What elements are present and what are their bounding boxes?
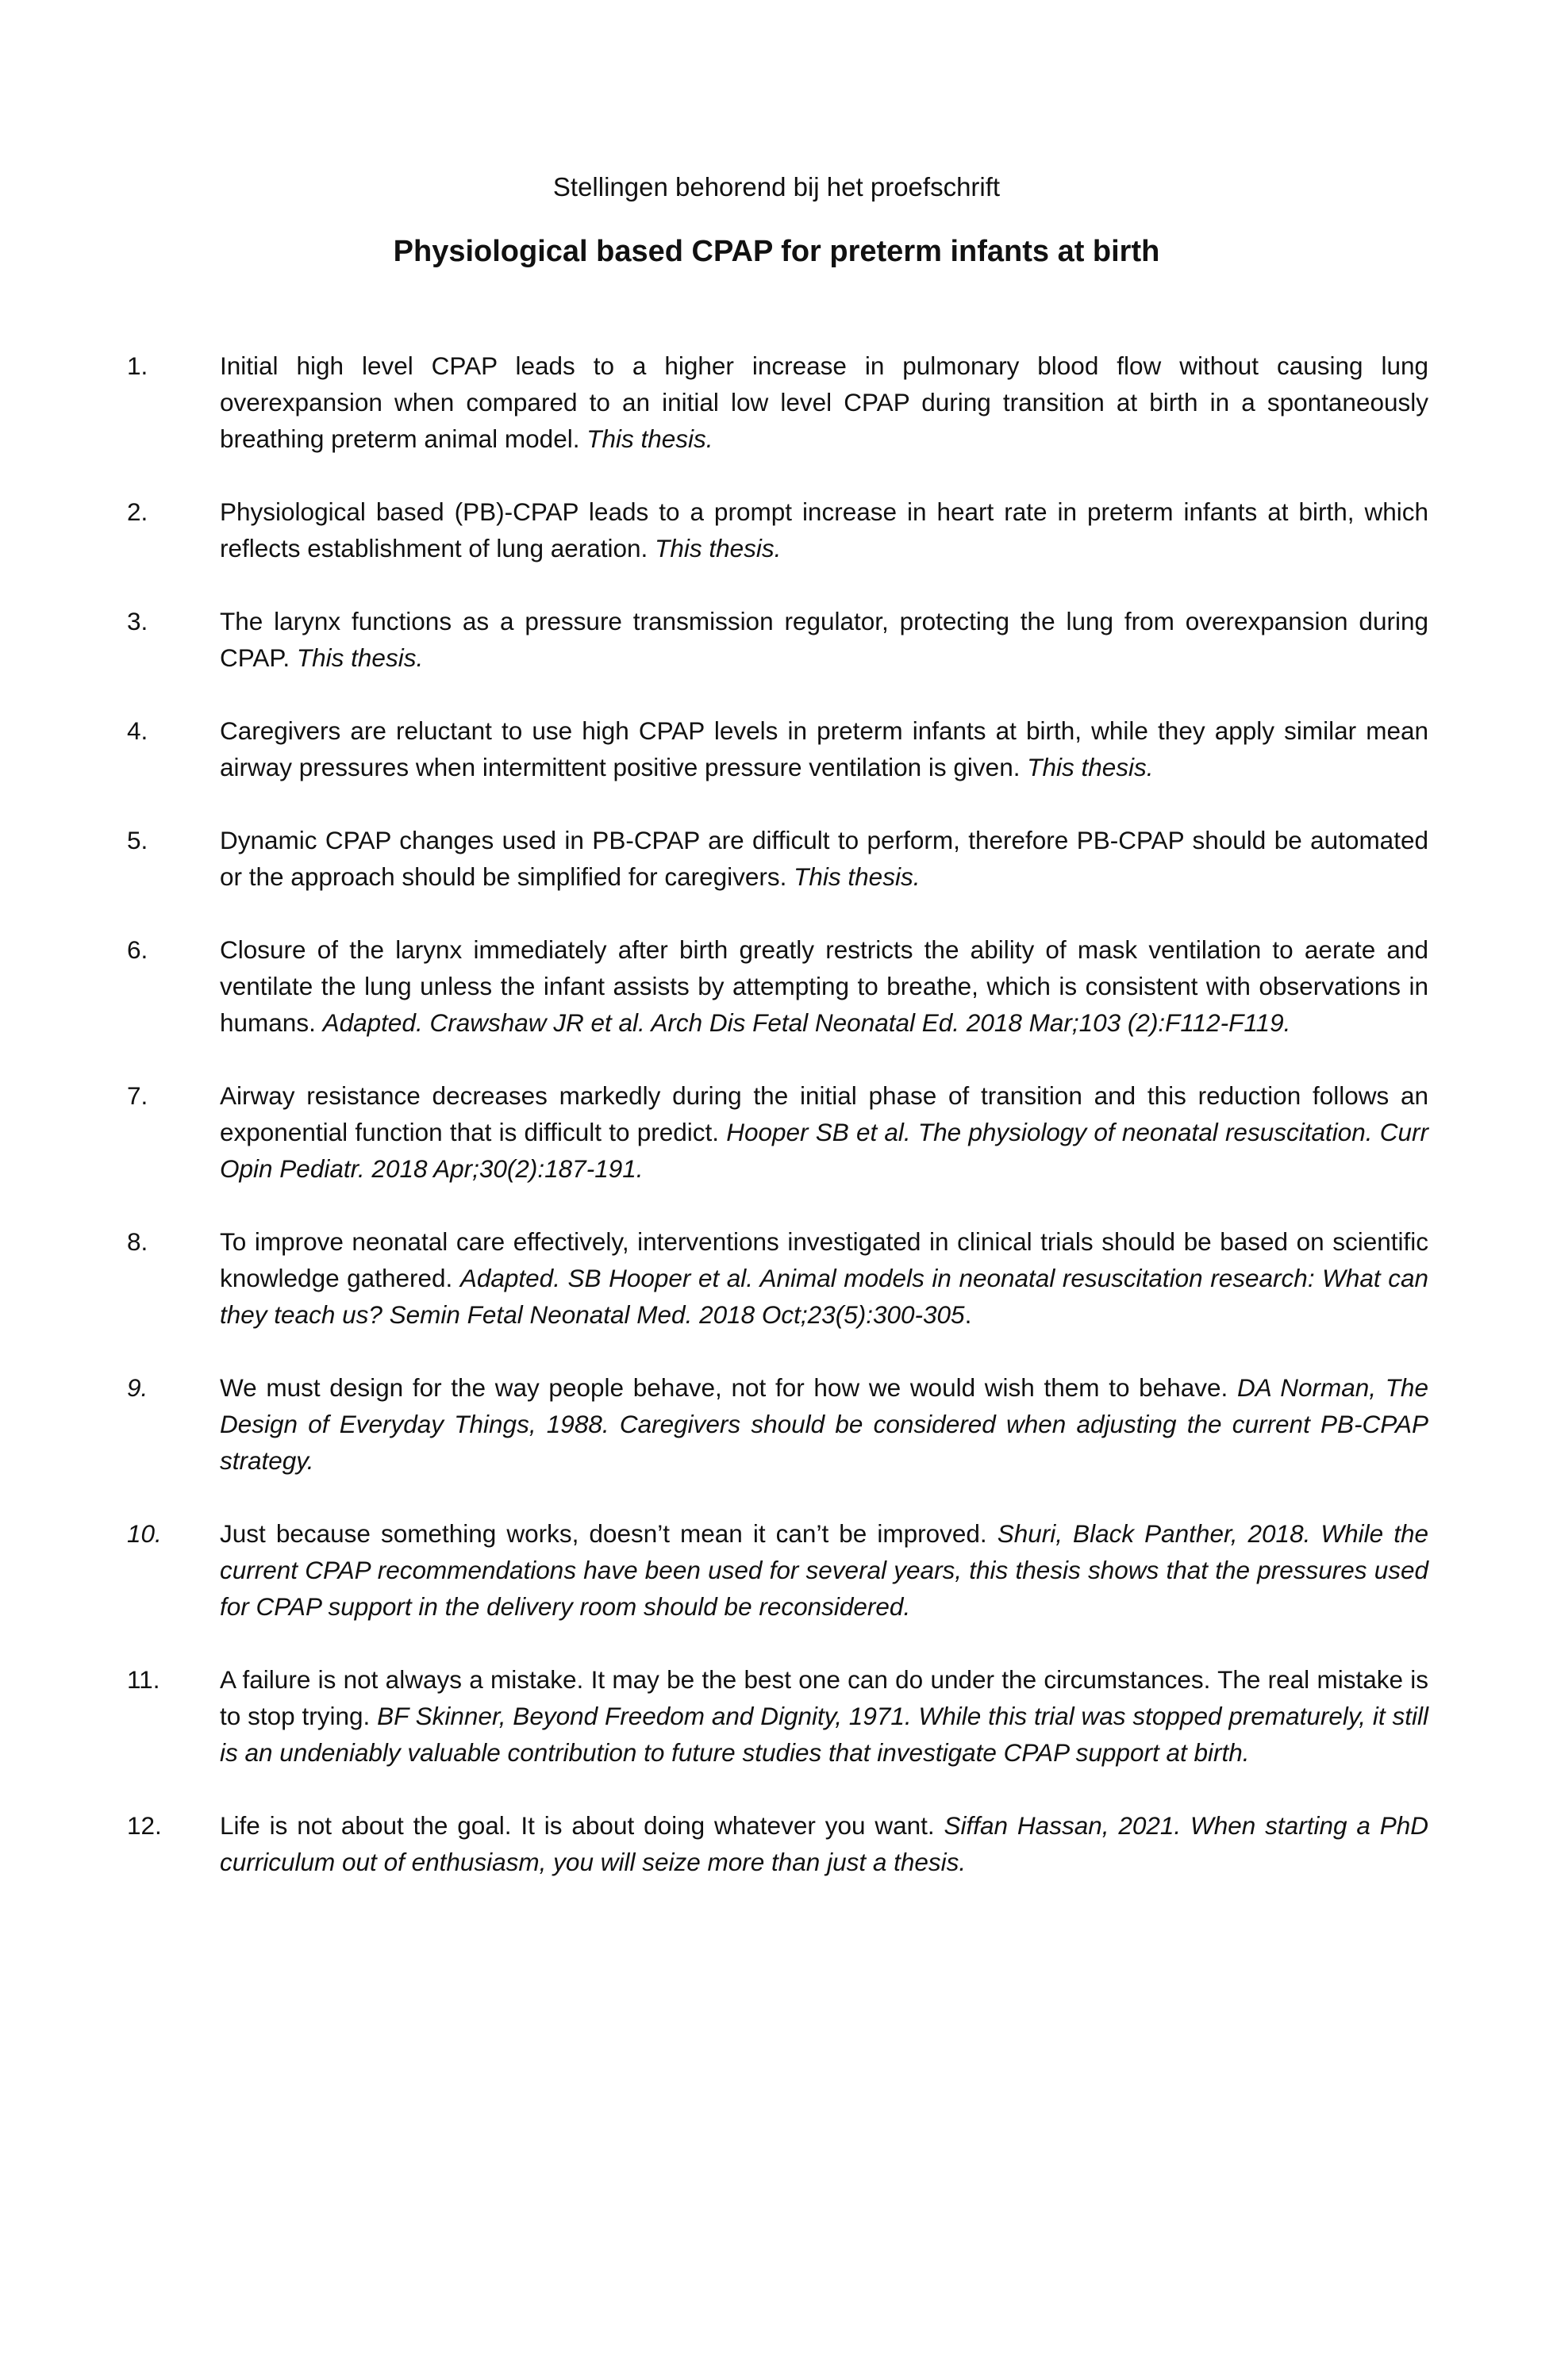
statement-item	[127, 1077, 1428, 1187]
statement-number: 1.	[127, 351, 148, 380]
statement-item	[127, 347, 1428, 457]
statement-text: Initial high level CPAP leads to a higher increase in pulmonary blood flow without causing lung overexpansion when compared to an initial low level CPAP during transition at birth in a spontaneously breathing preterm animal model.	[220, 351, 1428, 453]
statement-text: Airway resistance decreases markedly during the initial phase of transition and this reduction follows an exponential function that is difficult to predict.	[220, 1081, 1428, 1146]
statement-citation: Adapted. SB Hooper et al. Animal models in neonatal resuscitation research: What can they teach us? Semin Fetal Neonatal Med. 2018 Oct;23(5):300-305	[220, 1264, 1428, 1329]
statement-citation: This thesis.	[794, 862, 921, 891]
statement-number: 7.	[127, 1081, 148, 1110]
statement-number: 6.	[127, 935, 148, 964]
page-title: Physiological based CPAP for preterm infants at birth	[393, 235, 1160, 268]
statement-trailing: .	[964, 1300, 972, 1329]
statement-text: Caregivers are reluctant to use high CPAP levels in preterm infants at birth, while they apply similar mean airway pressures when intermittent positive pressure ventilation is given.	[220, 716, 1428, 781]
page-subtitle: Stellingen behorend bij het proefschrift	[552, 172, 1001, 202]
statement-citation: This thesis.	[655, 534, 782, 562]
statement-citation: Adapted. Crawshaw JR et al. Arch Dis Fetal Neonatal Ed. 2018 Mar;103 (2):F112-F119.	[322, 1008, 1291, 1037]
statement-text: We must design for the way people behave, not for how we would wish them to behave.	[220, 1373, 1228, 1402]
statement-citation: Shuri, Black Panther, 2018. While the current CPAP recommendations have been used for several years, this thesis shows that the pressures used for CPAP support in the delivery room should be reconsidered.	[220, 1519, 1428, 1621]
statement-item	[127, 603, 1428, 676]
statement-item	[127, 1369, 1428, 1479]
statement-item	[127, 1661, 1428, 1771]
statement-number: 2.	[127, 497, 148, 526]
statement-number: 5.	[127, 826, 148, 854]
statement-citation: This thesis.	[1027, 753, 1154, 781]
statement-text: The larynx functions as a pressure transmission regulator, protecting the lung from overexpansion during CPAP.	[220, 607, 1428, 672]
statement-number: 8.	[127, 1227, 148, 1256]
statement-citation: DA Norman, The Design of Everyday Things, 1988. Caregivers should be considered when adjusting the current PB-CPAP strategy.	[220, 1373, 1428, 1475]
statement-number: 11.	[127, 1665, 160, 1694]
statement-item	[127, 1515, 1428, 1625]
statement-citation: This thesis.	[586, 424, 713, 453]
statement-citation: BF Skinner, Beyond Freedom and Dignity, 1971. While this trial was stopped prematurely, it still is an undeniably valuable contribution to future studies that investigate CPAP support at birth.	[220, 1702, 1428, 1767]
statement-text: Just because something works, doesn’t mean it can’t be improved.	[220, 1519, 987, 1548]
statement-item	[127, 931, 1428, 1041]
statement-citation: Siffan Hassan, 2021. When starting a PhD curriculum out of enthusiasm, you will seize more than just a thesis.	[220, 1811, 1429, 1876]
statement-item	[127, 493, 1428, 566]
statement-citation: Hooper SB et al. The physiology of neonatal resuscitation. Curr Opin Pediatr. 2018 Apr;30(2):187-191.	[220, 1118, 1428, 1183]
statement-item	[127, 1807, 1428, 1880]
statement-item	[127, 712, 1428, 785]
statement-number: 12.	[127, 1811, 162, 1840]
statement-text: To improve neonatal care effectively, interventions investigated in clinical trials should be based on scientific knowledge gathered.	[220, 1227, 1428, 1292]
statements-list	[127, 347, 1428, 1917]
statement-number: 10.	[127, 1519, 162, 1548]
statement-text: Life is not about the goal. It is about doing whatever you want.	[220, 1811, 935, 1840]
statement-number: 4.	[127, 716, 148, 745]
statement-citation: This thesis.	[296, 643, 424, 672]
statement-text: Dynamic CPAP changes used in PB-CPAP are difficult to perform, therefore PB-CPAP should be automated or the approach should be simplified for caregivers.	[220, 826, 1428, 891]
statement-number: 9.	[127, 1373, 148, 1402]
statement-text: Closure of the larynx immediately after birth greatly restricts the ability of mask ventilation to aerate and ventilate the lung unless the infant assists by attempting to breathe, which is consistent with observations in humans.	[220, 935, 1428, 1037]
statement-number: 3.	[127, 607, 148, 635]
statement-text: Physiological based (PB)-CPAP leads to a prompt increase in heart rate in preterm infants at birth, which reflects establishment of lung aeration.	[220, 497, 1428, 562]
statement-item	[127, 1223, 1428, 1333]
statement-text: A failure is not always a mistake. It may be the best one can do under the circumstances. The real mistake is to stop trying.	[220, 1665, 1428, 1730]
statement-item	[127, 822, 1428, 895]
